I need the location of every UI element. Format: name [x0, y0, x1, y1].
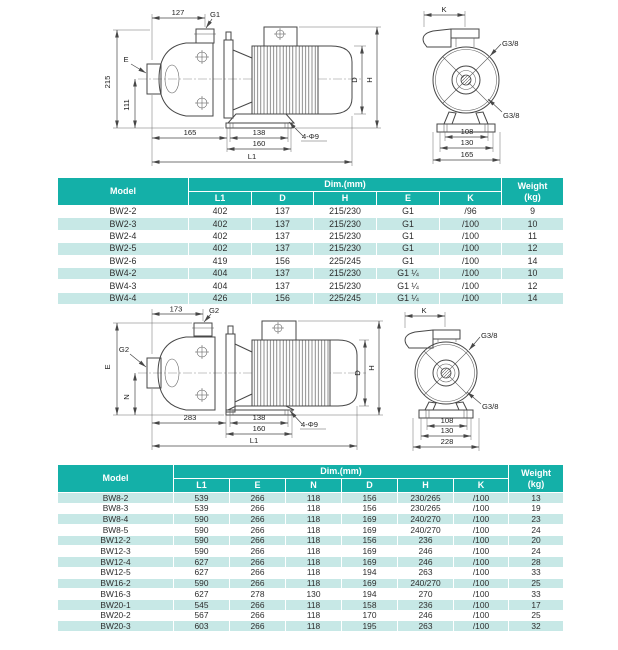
table-cell: 266 [230, 525, 286, 536]
table-cell: 169 [342, 557, 398, 568]
col-header-weight [509, 465, 564, 493]
table-cell: 270 [398, 589, 454, 600]
table-cell: 419 [189, 255, 252, 267]
table-cell: 194 [342, 589, 398, 600]
dim-173: 173 [169, 305, 183, 314]
table-cell: 246 [398, 557, 454, 568]
table-cell: 24 [509, 546, 564, 557]
table-cell: 156 [252, 255, 314, 267]
pump1-side-view [103, 8, 381, 166]
table-cell: 246 [398, 546, 454, 557]
col-header-l1: L1 [189, 192, 252, 206]
col-header-model: Model [58, 178, 189, 206]
table-cell: BW20-2 [58, 610, 174, 621]
weight-label: Weight [517, 181, 548, 192]
inlet-label-g2: G2 [118, 345, 130, 354]
table-cell: 158 [342, 599, 398, 610]
dim-228: 228 [440, 437, 454, 446]
dim-h: H [365, 77, 374, 83]
table-cell: /100 [454, 567, 509, 578]
table-cell: 9 [502, 206, 564, 218]
col-header-d: D [342, 479, 398, 493]
table-cell: 19 [509, 503, 564, 514]
table-cell: G1 ¼ [377, 280, 440, 292]
table-cell: 236 [398, 535, 454, 546]
table-row [58, 535, 564, 546]
table-cell: 169 [342, 514, 398, 525]
table-cell: 10 [502, 267, 564, 279]
table-cell: 545 [174, 599, 230, 610]
table-cell: 266 [230, 546, 286, 557]
table-row [58, 621, 564, 632]
table-cell: BW2-4 [58, 230, 189, 242]
pump2-front-view [405, 306, 498, 451]
table-cell: 266 [230, 599, 286, 610]
bolt-icon [195, 50, 209, 110]
table-cell: /96 [440, 206, 502, 218]
table-cell: 169 [342, 578, 398, 589]
dim-138: 138 [252, 128, 266, 137]
table-cell: 266 [230, 557, 286, 568]
table-cell: G1 [377, 243, 440, 255]
table-cell: BW20-3 [58, 621, 174, 632]
table-cell: 426 [189, 292, 252, 304]
table-cell: G1 [377, 230, 440, 242]
table-cell: G1 ¼ [377, 292, 440, 304]
plug-top-label: G3/8 [502, 39, 519, 48]
table-cell: G1 ¼ [377, 267, 440, 279]
table-cell: 169 [342, 525, 398, 536]
dim-283: 283 [183, 413, 197, 422]
table-cell: 14 [502, 255, 564, 267]
weight-unit: (kg) [527, 478, 545, 489]
table-cell: 590 [174, 578, 230, 589]
table-cell: BW16-2 [58, 578, 174, 589]
table-cell: 627 [174, 589, 230, 600]
table-row [58, 267, 564, 279]
port-label-g2: G2 [209, 306, 220, 315]
table-cell: 118 [286, 557, 342, 568]
table-cell: 402 [189, 230, 252, 242]
weight-label: Weight [521, 468, 551, 479]
table-cell: BW2-3 [58, 218, 189, 230]
table-cell: BW8-4 [58, 514, 174, 525]
table-row [58, 546, 564, 557]
table-cell: 263 [398, 621, 454, 632]
table-cell: 215/230 [314, 280, 377, 292]
table-row [58, 589, 564, 600]
table-cell: 118 [286, 546, 342, 557]
table-cell: 240/270 [398, 578, 454, 589]
table-cell: BW4-3 [58, 280, 189, 292]
table-cell: /100 [454, 578, 509, 589]
table-cell: 20 [509, 535, 564, 546]
table-cell: 13 [509, 493, 564, 504]
table-cell: /100 [440, 218, 502, 230]
table-cell: BW8-3 [58, 503, 174, 514]
table-cell: BW2-6 [58, 255, 189, 267]
col-header-k: K [440, 192, 502, 206]
table-cell: 215/230 [314, 218, 377, 230]
table-cell: 156 [252, 292, 314, 304]
table-cell: 404 [189, 267, 252, 279]
table-row [58, 567, 564, 578]
table-cell: /100 [440, 255, 502, 267]
col-header-h: H [314, 192, 377, 206]
dim-111: 111 [122, 99, 131, 111]
table-cell: 590 [174, 546, 230, 557]
dim-108: 108 [460, 127, 474, 136]
dim-138-2: 138 [252, 413, 266, 422]
table-cell: 266 [230, 535, 286, 546]
table-cell: BW8-2 [58, 493, 174, 504]
table-cell: 402 [189, 243, 252, 255]
plug-top-label-2: G3/8 [481, 331, 498, 340]
table-cell: /100 [454, 557, 509, 568]
table-cell: 10 [502, 218, 564, 230]
col-header-e: E [377, 192, 440, 206]
col-header-k: K [454, 479, 509, 493]
table-cell: BW2-5 [58, 243, 189, 255]
table-cell: 33 [509, 567, 564, 578]
table-cell: 28 [509, 557, 564, 568]
table-cell: /100 [454, 546, 509, 557]
table-cell: 590 [174, 514, 230, 525]
table-row [58, 280, 564, 292]
pump1-front-view [423, 5, 519, 164]
table-cell: /100 [454, 503, 509, 514]
dim-d: D [350, 77, 359, 83]
table-cell: 24 [509, 525, 564, 536]
table-cell: /100 [454, 493, 509, 504]
table-cell: 118 [286, 493, 342, 504]
dim-130: 130 [460, 138, 474, 147]
table-cell: 195 [342, 621, 398, 632]
table-cell: 118 [286, 514, 342, 525]
table-cell: 402 [189, 206, 252, 218]
table-cell: 240/270 [398, 525, 454, 536]
table-cell: 539 [174, 503, 230, 514]
table-row [58, 557, 564, 568]
table-cell: 118 [286, 567, 342, 578]
table-cell: 25 [509, 578, 564, 589]
table-cell: 246 [398, 610, 454, 621]
col-header-weight [502, 178, 564, 206]
dim-165: 165 [183, 128, 197, 137]
table-cell: /100 [454, 610, 509, 621]
table-row [58, 493, 564, 504]
table-cell: 170 [342, 610, 398, 621]
inlet-label-e: E [123, 55, 129, 64]
dim-160: 160 [252, 139, 266, 148]
dim-d-2: D [353, 370, 362, 376]
table-cell: 156 [342, 535, 398, 546]
table-cell: 169 [342, 546, 398, 557]
col-header-d: D [252, 192, 314, 206]
table-cell: 23 [509, 514, 564, 525]
table-cell: /100 [454, 621, 509, 632]
table-cell: 627 [174, 557, 230, 568]
table-cell: BW12-4 [58, 557, 174, 568]
dimension-table-bw2-bw4 [57, 177, 564, 305]
dim-k-2: K [421, 306, 427, 315]
dim-160-2: 160 [252, 424, 266, 433]
table-cell: 567 [174, 610, 230, 621]
dim-108-2: 108 [440, 416, 454, 425]
dimension-table-bw8-bw20 [57, 464, 564, 632]
table-cell: 539 [174, 493, 230, 504]
table-cell: /100 [454, 535, 509, 546]
table-cell: 118 [286, 599, 342, 610]
dim-n-vert: N [122, 394, 131, 400]
table-cell: BW12-2 [58, 535, 174, 546]
dim-l1-2: L1 [249, 436, 259, 445]
dim-e-vert: E [103, 364, 112, 370]
table-cell: 266 [230, 621, 286, 632]
table-cell: 225/245 [314, 255, 377, 267]
col-header-h: H [398, 479, 454, 493]
table-cell: 118 [286, 610, 342, 621]
table-cell: 137 [252, 267, 314, 279]
table-row [58, 292, 564, 304]
dim-130-2: 130 [440, 426, 454, 435]
dim-127: 127 [171, 8, 185, 17]
table-cell: 137 [252, 230, 314, 242]
table-cell: 603 [174, 621, 230, 632]
table-cell: BW12-5 [58, 567, 174, 578]
table-row [58, 610, 564, 621]
table-cell: 137 [252, 206, 314, 218]
table-cell: 590 [174, 525, 230, 536]
table-row [58, 230, 564, 242]
table-cell: 33 [509, 589, 564, 600]
col-header-n: N [286, 479, 342, 493]
table-cell: BW8-5 [58, 525, 174, 536]
table-cell: 278 [230, 589, 286, 600]
table-cell: 230/265 [398, 493, 454, 504]
table-cell: 266 [230, 578, 286, 589]
table-cell: BW2-2 [58, 206, 189, 218]
table-cell: 215/230 [314, 267, 377, 279]
holes-label-2: 4-Φ9 [301, 420, 319, 429]
table-cell: /100 [454, 589, 509, 600]
table-cell: BW12-3 [58, 546, 174, 557]
table-cell: /100 [454, 514, 509, 525]
table-cell: 225/245 [314, 292, 377, 304]
dim-215: 215 [103, 75, 112, 89]
table-cell: 32 [509, 621, 564, 632]
table-cell: /100 [440, 230, 502, 242]
table-cell: /100 [440, 280, 502, 292]
col-header-l1: L1 [174, 479, 230, 493]
table-cell: BW16-3 [58, 589, 174, 600]
table-cell: G1 [377, 255, 440, 267]
table-cell: 14 [502, 292, 564, 304]
dim-k: K [441, 5, 447, 14]
table-row [58, 503, 564, 514]
table-cell: 11 [502, 230, 564, 242]
port-label-g1: G1 [210, 10, 221, 19]
table-cell: 215/230 [314, 206, 377, 218]
dim-l1: L1 [247, 152, 257, 161]
table-cell: 118 [286, 503, 342, 514]
table-row [58, 578, 564, 589]
table-cell: 404 [189, 280, 252, 292]
table-cell: 137 [252, 243, 314, 255]
table-cell: G1 [377, 206, 440, 218]
table-cell: 118 [286, 535, 342, 546]
table-row [58, 243, 564, 255]
plug-bottom-label: G3/8 [503, 111, 520, 120]
table-cell: 12 [502, 243, 564, 255]
table-cell: 266 [230, 493, 286, 504]
table-cell: 215/230 [314, 230, 377, 242]
table-cell: 156 [342, 503, 398, 514]
table-row [58, 218, 564, 230]
table-cell: 266 [230, 514, 286, 525]
table-cell: /100 [440, 267, 502, 279]
table-cell: 263 [398, 567, 454, 578]
table-cell: BW20-1 [58, 599, 174, 610]
table-cell: 17 [509, 599, 564, 610]
dim-h-2: H [367, 365, 376, 371]
table-cell: 627 [174, 567, 230, 578]
table-cell: 12 [502, 280, 564, 292]
col-header-dim-group: Dim.(mm) [189, 178, 502, 192]
pump2-side-view [103, 305, 383, 450]
table-row [58, 525, 564, 536]
table-cell: 230/265 [398, 503, 454, 514]
table-cell: 194 [342, 567, 398, 578]
table-cell: 130 [286, 589, 342, 600]
table-cell: /100 [454, 599, 509, 610]
table-cell: 266 [230, 503, 286, 514]
table-cell: 266 [230, 567, 286, 578]
col-header-dim-group: Dim.(mm) [174, 465, 509, 479]
table-cell: 137 [252, 218, 314, 230]
col-header-e: E [230, 479, 286, 493]
table-cell: 240/270 [398, 514, 454, 525]
table-row [58, 206, 564, 218]
table-cell: 236 [398, 599, 454, 610]
table-cell: 25 [509, 610, 564, 621]
table-cell: 118 [286, 578, 342, 589]
weight-unit: (kg) [524, 191, 541, 202]
table-cell: BW4-2 [58, 267, 189, 279]
table-cell: 137 [252, 280, 314, 292]
table-cell: 266 [230, 610, 286, 621]
table-row [58, 514, 564, 525]
table-row [58, 599, 564, 610]
col-header-model: Model [58, 465, 174, 493]
holes-label: 4-Φ9 [302, 132, 320, 141]
table-cell: 156 [342, 493, 398, 504]
pump-diagram-2 [0, 305, 618, 465]
pump-diagram-1 [0, 0, 618, 177]
plug-bottom-label-2: G3/8 [482, 402, 499, 411]
table-cell: 402 [189, 218, 252, 230]
table-cell: /100 [440, 243, 502, 255]
table-cell: 118 [286, 621, 342, 632]
table-cell: /100 [440, 292, 502, 304]
table-cell: G1 [377, 218, 440, 230]
dim-165-front: 165 [460, 150, 474, 159]
table-cell: BW4-4 [58, 292, 189, 304]
table-cell: 590 [174, 535, 230, 546]
table-cell: 215/230 [314, 243, 377, 255]
table-row [58, 255, 564, 267]
table-cell: /100 [454, 525, 509, 536]
table-cell: 118 [286, 525, 342, 536]
